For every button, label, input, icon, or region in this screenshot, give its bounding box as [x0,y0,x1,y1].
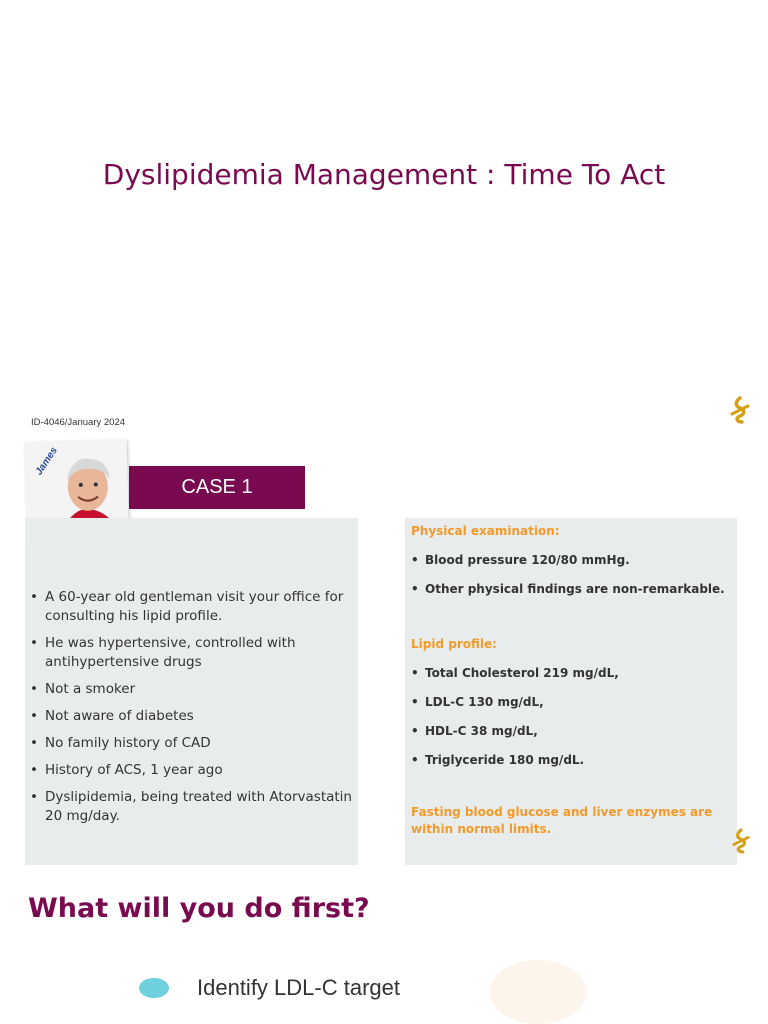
company-logo-icon [729,396,751,424]
patient-name-label: James [33,445,60,478]
decorative-shape [490,960,586,1024]
option-bullet-icon [139,978,169,998]
physical-exam-list [405,552,735,610]
clinical-findings-panel [405,518,737,865]
history-item: • Not a smoker [45,680,355,699]
lipid-profile-item: • LDL-C 130 mg/dL, [425,694,735,723]
physical-exam-item: • Other physical findings are non-remarkable. [425,581,735,610]
history-item: • Dyslipidemia, being treated with Atorvastatin 20 mg/day. [45,788,355,826]
lipid-profile-item: • Triglyceride 180 mg/dL. [425,752,735,781]
history-item: • No family history of CAD [45,734,355,753]
history-item: • History of ACS, 1 year ago [45,761,355,780]
history-item: • He was hypertensive, controlled with antihypertensive drugs [45,634,355,672]
page-title: Dyslipidemia Management : Time To Act [102,158,666,191]
lab-note: Fasting blood glucose and liver enzymes are within normal limits. [411,805,713,836]
history-list [25,588,355,834]
company-logo-icon [731,828,751,854]
history-item: • A 60-year old gentleman visit your office for consulting his lipid profile. [45,588,355,626]
document-id: ID-4046/January 2024 [31,417,126,428]
answer-option[interactable] [139,975,400,1001]
lipid-profile-list [405,665,735,781]
history-item: • Not aware of diabetes [45,707,355,726]
lipid-profile-item: • Total Cholesterol 219 mg/dL, [425,665,735,694]
patient-history-panel [25,518,358,865]
physical-exam-item: • Blood pressure 120/80 mmHg. [425,552,735,581]
question-heading: What will you do first? [28,893,370,924]
physical-exam-heading: Physical examination: [411,524,560,538]
case-badge: CASE 1 [129,466,305,509]
option-label: Identify LDL-C target [197,975,400,1000]
lipid-profile-item: • HDL-C 38 mg/dL, [425,723,735,752]
lipid-profile-heading: Lipid profile: [411,637,497,651]
